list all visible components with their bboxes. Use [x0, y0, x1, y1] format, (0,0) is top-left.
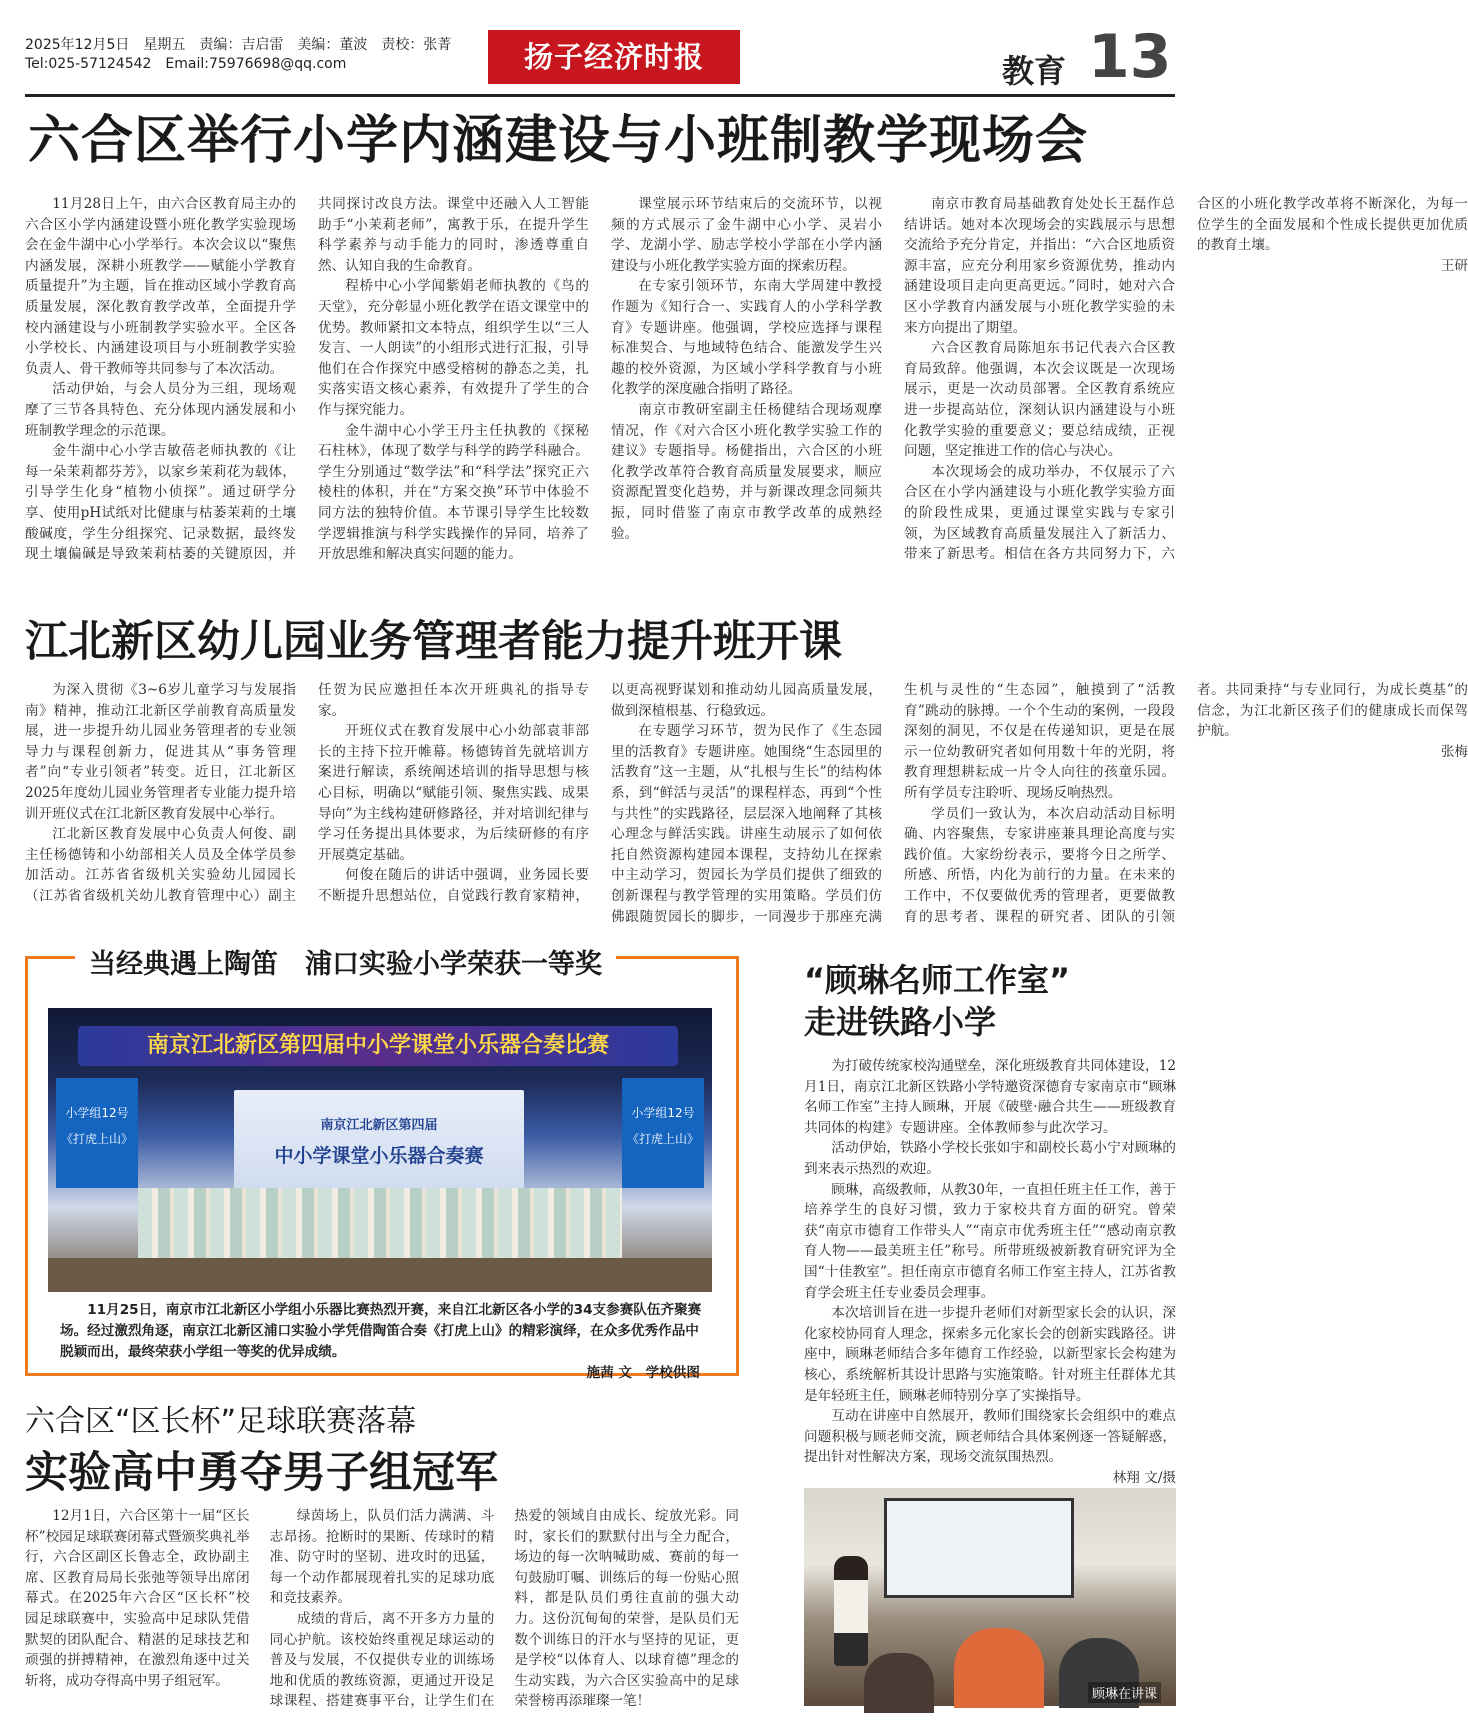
side-screen-label: 《打虎上山》	[60, 1132, 133, 1146]
article1-paragraph: 六合区教育局陈旭东书记代表六合区教育局致辞。他强调，本次会议既是一次现场展示，更是一次动员部署。全区教育系统应进一步提高站位，深刻认识内涵建设与小班化教学实验的重要意义；要总结成绩，正视问题，坚定推进工作的信心与决心。	[904, 340, 1175, 460]
article1-paragraph: 活动伊始，与会人员分为三组，现场观摩了三节各具特色、充分体现内涵发展和小班制教学理念的示范课。	[25, 381, 296, 439]
article4-author: 林翔 文/摄	[1112, 1469, 1176, 1486]
side-screen-left	[56, 1078, 138, 1188]
speaker-figure	[834, 1556, 868, 1666]
side-screen-right	[622, 1078, 704, 1188]
lecture-photo	[804, 1488, 1176, 1706]
side-screen-label: 小学组12号	[65, 1106, 129, 1120]
main-screen-line2: 中小学课堂小乐器合奏赛	[274, 1145, 484, 1167]
presentation-screen	[884, 1498, 1074, 1598]
article1-paragraph: 南京市教育局基础教育处处长王磊作总结讲话。她对本次现场会的实践展示与思想交流给予充分肯定，并指出：“六合区地质资源丰富，应充分利用家乡资源优势，推动内涵建设项目走向更高更远。”同时，她对六合区小学教育内涵发展与小班化教学实验的未来方向提出了期望。	[904, 196, 1175, 336]
article1-author: 王研	[1440, 257, 1468, 274]
article3-paragraph: 绿茵场上，队员们活力满满、斗志昂扬。抢断时的果断、传球时的精准、防守时的坚韧、进攻时的迅猛，每一个动作都展现着扎实的足球功底和竞技素养。	[269, 1508, 495, 1607]
article1-paragraph: 南京市教研室副主任杨健结合现场观摩情况，作《对六合区小班化教学实验工作的建议》专题指导。杨健指出，六合区的小班化教学改革符合教育高质量发展要求，顺应资源配置变化趋势，并与新课改理念同频共振，同时借鉴了南京市教学改革的成熟经验。	[611, 401, 882, 542]
issue-info: 2025年12月5日 星期五 责编：吉启雷 美编：董波 责校：张菁	[25, 37, 452, 53]
article2-paragraph: 江北新区教育发展中心负责人何俊、副主任杨德铸和小幼部相关人员及全体学员参加活动。江苏省省级机关实验幼儿园园长（江苏省省级机关幼儿教育管理中心）副主任贺为民应邀担任本次开班典礼的指导专家。	[25, 682, 589, 904]
article4-body	[804, 1056, 1176, 1486]
performers	[138, 1188, 622, 1258]
article4-title-line2: 走进铁路小学	[804, 1003, 997, 1041]
article1-paragraph: 在专家引领环节，东南大学周建中教授作题为《知行合一、实践育人的小学科学教育》专题讲座。他强调，学校应选择与课程标准契合、与地域特色结合、能激发学生兴趣的校外资源，为区域小学科学教育与小班化教学的深度融合指明了路径。	[611, 278, 882, 398]
article1-paragraph: 本次现场会的成功举办，不仅展示了六合区在小学内涵建设与小班化教学实验方面的阶段性成果，更通过课堂实践与专家引领，为区域教育高质量发展注入了新活力、带来了新思考。相信在各方共同努力下，六合区的小班化教学改革将不断深化，为每一位学生的全面发展和个性成长提供更加优质的教育土壤。	[904, 196, 1468, 563]
article4-paragraph: 顾琳，高级教师，从教30年，一直担任班主任工作，善于培养学生的良好习惯，致力于家校共育方面的研究。曾荣获“南京市德育工作带头人”“南京市优秀班主任”“感动南京教育人物——最美班主任”称号。所带班级被新教育研究评为全国“十佳教室”。担任南京市德育名师工作室主持人，江苏省教育学会班主任专业委员会理事。	[804, 1181, 1176, 1301]
article2-body	[25, 680, 1468, 930]
stage-floor	[48, 1258, 712, 1292]
page-number: 13	[1088, 22, 1172, 92]
article4-title-line1: “顾琳名师工作室”	[804, 961, 1071, 999]
article1-paragraph: 金牛湖中心小学吉敏蓓老师执教的《让每一朵茉莉都芬芳》，以家乡茉莉花为载体，引导学生化身“植物小侦探”。通过研学分享、使用pH试纸对比健康与枯萎茉莉的土壤酸碱度，学生分组探究、记录数据，最终发现土壤偏碱是导致茉莉枯萎的关键原因，并共同探讨改良方法。课堂中还融入人工智能助手“小茉莉老师”，寓教于乐，在提升学生科学素养与动手能力的同时，渗透尊重自然、认知自我的生命教育。	[25, 196, 589, 563]
article1-paragraph: 11月28日上午，由六合区教育局主办的六合区小学内涵建设暨小班化教学实验现场会在金牛湖中心小学举行。本次会议以“聚焦内涵发展，深耕小班教学——赋能小学教育质量提升”为主题，旨在推动区域小学教育高质量发展，深化教育教学改革，全面提升学校内涵建设与小班制教学实验水平。全区各小学校长、内涵建设项目与小班制教学实验负责人、骨干教师等共同参与了本次活动。	[25, 196, 296, 377]
article4-paragraph: 互动在讲座中自然展开，教师们围绕家长会组织中的难点问题积极与顾老师交流，顾老师结合具体案例逐一答疑解惑，提出针对性解决方案，现场交流氛围热烈。	[804, 1408, 1176, 1466]
article1-paragraph: 程桥中心小学闻紫娟老师执教的《鸟的天堂》，充分彰显小班化教学在语文课堂中的优势。教师紧扣文本特点，组织学生以“三人发言、一人朗读”的小组形式进行汇报，引导他们在合作探究中感受榕树的静态之美，扎实落实语文核心素养，有效提升了学生的合作与探究能力。	[318, 278, 589, 418]
feature-caption	[60, 1300, 710, 1384]
article2-paragraph: 为深入贯彻《3~6岁儿童学习与发展指南》精神，推动江北新区学前教育高质量发展，进一步提升幼儿园业务管理者的专业领导力与课程创新力，促进其从“事务管理者”向“专业引领者”转变。近日，江北新区2025年度幼儿园业务管理者专业能力提升培训开班仪式在江北新区教育发展中心举行。	[25, 682, 296, 822]
article2-title: 江北新区幼儿园业务管理者能力提升班开课	[25, 617, 842, 667]
article2-author: 张梅	[1440, 743, 1468, 760]
article3-body	[25, 1506, 739, 1716]
contact-info: Tel:025-57124542 Email:75976698@qq.com	[25, 56, 347, 72]
article2-paragraph: 何俊在随后的讲话中强调，业务园长要不断提升思想站位，自觉践行教育家精神，以更高视野谋划和推动幼儿园高质量发展，做到深植根基、行稳致远。	[318, 682, 882, 904]
header-rule	[25, 94, 1175, 97]
article4-paragraph: 本次培训旨在进一步提升老师们对新型家长会的认识，深化家校协同育人理念，探索多元化家长会的创新实践路径。讲座中，顾琳老师结合多年德育工作经验，以新型家长会构建为核心，系统解析其设计思路与实施策略。针对班主任群体尤其是年轻班主任，顾琳老师特别分享了实操指导。	[804, 1305, 1176, 1404]
article1-body	[25, 194, 1468, 582]
feature-caption-text: 11月25日，南京市江北新区小学组小乐器比赛热烈开赛，来自江北新区各小学的34支参赛队伍齐聚赛场。经过激烈角逐，南京江北新区浦口实验小学凭借陶笛合奏《打虎上山》的精彩演绎，在众多优秀作品中脱颖而出，最终荣获小学组一等奖的优异成绩。	[60, 1302, 702, 1360]
audience-figure	[954, 1628, 1044, 1708]
article4-paragraph: 为打破传统家校沟通壁垒，深化班级教育共同体建设，12月1日，南京江北新区铁路小学特邀资深德育专家南京市“顾琳名师工作室”主持人顾琳，开展《破壁·融合共生——班级教育共同体的构建》专题讲座。全体教师参与此次学习。	[804, 1058, 1176, 1136]
article1-paragraph: 金牛湖中心小学王丹主任执教的《探秘石柱林》，体现了数学与科学的跨学科融合。学生分别通过“数学法”和“科学法”探究正六棱柱的体积，并在“方案交换”环节中体验不同方法的独特价值。本节课引导学生比较数学逻辑推演与科学实践操作的异同，培养了开放思维和解决真实问题的能力。	[318, 422, 589, 563]
article3-paragraph: 成绩的背后，离不开多方力量的同心护航。该校始终重视足球运动的普及与发展，不仅提供专业的训练场地和优质的教练资源，更通过开设足球课程、搭建赛事平台，让学生们在热爱的领域自由成长、绽放光彩。同时，家长们的默默付出与全力配合，场边的每一次呐喊助威、赛前的每一句鼓励叮嘱、训练后的每一份贴心照料，都是队员们勇往直前的强大动力。这份沉甸甸的荣誉，是队员们无数个训练日的汗水与坚持的见证，更是学校“以体育人、以球育德”理念的生动实践，为六合区实验高中的足球荣誉榜再添璀璨一笔！	[269, 1508, 739, 1710]
article1-title: 六合区举行小学内涵建设与小班制教学现场会	[28, 111, 1089, 171]
article1-paragraph: 课堂展示环节结束后的交流环节，以视频的方式展示了金牛湖中心小学、灵岩小学、龙湖小学、励志学校小学部在小学内涵建设与小班化教学实验方面的探索历程。	[611, 196, 882, 274]
feature-box-title: 当经典遇上陶笛 浦口实验小学荣获一等奖	[75, 942, 616, 981]
article3-title: 实验高中勇夺男子组冠军	[25, 1448, 498, 1498]
newspaper-logo: 扬子经济时报	[488, 30, 740, 84]
stage-banner: 南京江北新区第四届中小学课堂小乐器合奏比赛	[78, 1026, 678, 1066]
concert-photo	[48, 1008, 712, 1292]
article2-paragraph: 在专题学习环节，贺为民作了《生态园里的活教育》专题讲座。她围绕“生态园里的活教育”这一主题，从“扎根与生长”的结构体系，到“鲜活与灵活”的课程样态，再到“个性与共性”的实践路径，层层深入地阐释了其核心理念与鲜活实践。讲座生动展示了如何依托自然资源构建园本课程，支持幼儿在探索中主动学习，贺园长为学员们提供了细致的创新课程与教学管理的实用策略。学员们仿佛跟随贺园长的脚步，一同漫步于那座充满生机与灵性的“生态园”，触摸到了“活教育”跳动的脉搏。一个个生动的案例，一段段深刻的洞见，不仅是在传递知识，更是在展示一位幼教研究者如何用数十年的光阴，将教育理想耕耘成一片令人向往的孩童乐园。所有学员专注聆听、现场反响热烈。	[611, 682, 1175, 925]
side-screen-label: 《打虎上山》	[626, 1132, 699, 1146]
masthead-meta	[25, 36, 451, 74]
article3-kicker: 六合区“区长杯”足球联赛落幕	[25, 1404, 417, 1439]
main-screen-line1: 南京江北新区第四届	[320, 1118, 438, 1133]
feature-credit: 施茜 文 学校供图	[586, 1365, 700, 1381]
lecture-photo-caption: 顾琳在讲课	[1088, 1682, 1161, 1703]
article3-paragraph: 12月1日，六合区第十一届“区长杯”校园足球联赛闭幕式暨颁奖典礼举行，六合区副区长鲁志全，政协副主席、区教育局局长张弛等领导出席闭幕式。在2025年六合区“区长杯”校园足球联赛中，实验高中足球队凭借默契的团队配合、精湛的足球技艺和顽强的拼搏精神，在激烈角逐中过关斩将，成功夺得高中男子组冠军。	[25, 1508, 250, 1689]
article2-paragraph: 学员们一致认为，本次启动活动目标明确、内容聚焦，专家讲座兼具理论高度与实践价值。大家纷纷表示，要将今日之所学、所感、所悟，内化为前行的力量。在未来的工作中，不仅要做优秀的管理者，更要做教育的思考者、课程的研究者、团队的引领者。共同秉持“与专业同行，为成长奠基”的信念，为江北新区孩子们的健康成长而保驾护航。	[904, 682, 1468, 925]
audience-figure	[864, 1653, 934, 1713]
side-screen-label: 小学组12号	[631, 1106, 695, 1120]
section-name: 教育	[1002, 52, 1067, 90]
article4-paragraph: 活动伊始，铁路小学校长张如宇和副校长葛小宁对顾琳的到来表示热烈的欢迎。	[804, 1140, 1176, 1177]
article2-paragraph: 开班仪式在教育发展中心小幼部袁菲部长的主持下拉开帷幕。杨德铸首先就培训方案进行解读，系统阐述培训的指导思想与核心目标，明确以“赋能引领、聚焦实践、成果导向”为主线构建研修路径，并对培训纪律与学习任务提出具体要求，为后续研修的有序开展奠定基础。	[318, 723, 589, 863]
